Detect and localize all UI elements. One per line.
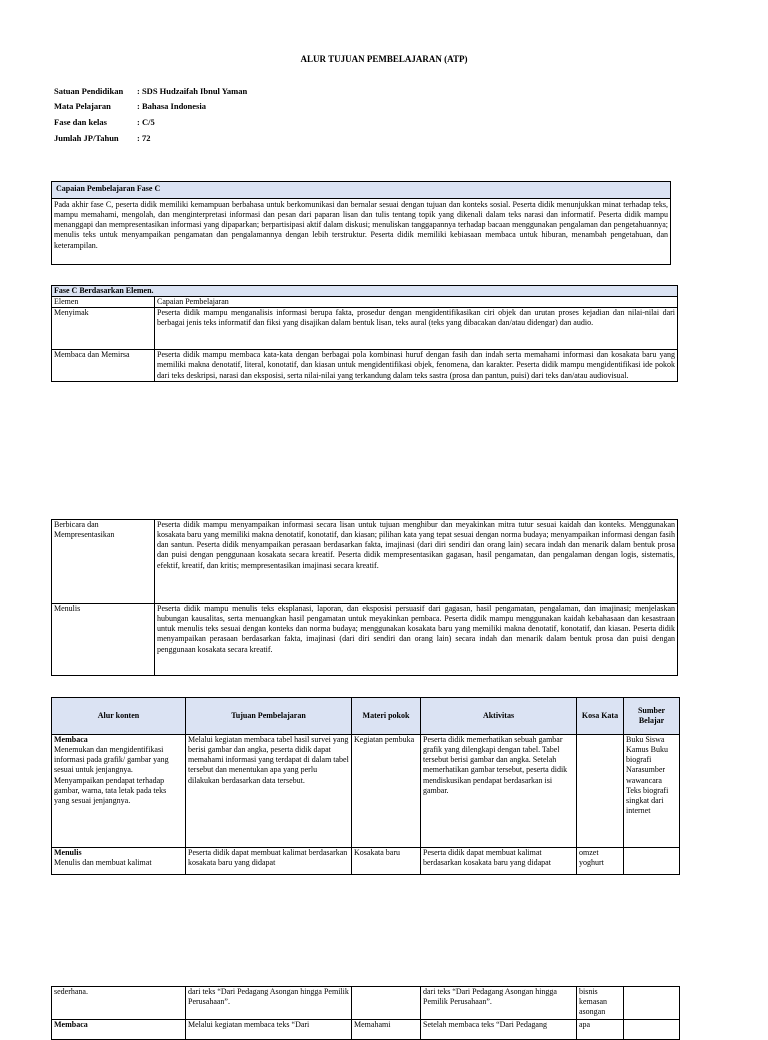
aktivitas-cell: dari teks “Dari Pedagang Asongan hingga Pemilik Perusahaan”.	[421, 987, 577, 1020]
elemen-cell: Berbicara dan Mempresentasikan	[52, 520, 155, 604]
elemen-cell: Membaca dan Memirsa	[52, 350, 155, 381]
header-materi: Materi pokok	[352, 698, 421, 735]
alur-title: Menulis	[54, 848, 82, 857]
elemen-cell: Menyimak	[52, 308, 155, 350]
kosa-cell: bisnis kemasan asongan	[577, 987, 624, 1020]
header-aktivitas: Aktivitas	[421, 698, 577, 735]
sumber-cell	[624, 987, 680, 1020]
tujuan-cell: Melalui kegiatan membaca tabel hasil survei yang berisi gambar dan angka, peserta didik dapat memahami informasi yang terdapat di dalam tabel tersebut dan menentukan apa yang perlu dilakukan berdasarkan data tersebut.	[186, 735, 352, 848]
kosa-cell: omzet yoghurt	[577, 848, 624, 875]
tujuan-cell: dari teks “Dari Pedagang Asongan hingga Pemilik Perusahaan”.	[186, 987, 352, 1020]
info-label: Fase dan kelas	[54, 117, 107, 127]
aktivitas-cell: Peserta didik memerhatikan sebuah gambar grafik yang dilengkapi dengan tabel. Tabel tersebut berisi gambar dan angka. Setelah memerhatikan gambar tersebut, peserta didik mendiskusikan pendapat berdasarkan isi gambar.	[421, 735, 577, 848]
capaian-text: Pada akhir fase C, peserta didik memiliki kemampuan berbahasa untuk berkomunikasi dan bernalar sesuai dengan tujuan dan konteks sosial. Peserta didik menunjukkan minat terhadap teks, mampu memahami, mengolah, dan menginterpretasi informasi dan pesan dari paparan lisan dan tulis tentang topik yang dikenali dalam teks narasi dan informatif. Peserta didik mampu menanggapi dan mempresentasikan informasi yang dipaparkan; berpartisipasi aktif dalam diskusi; menuliskan tanggapannya terhadap bacaan menggunakan pengalaman dan pengetahuannya; menulis teks untuk menyampaikan pengamatan dan pengalamannya dengan lebih terstruktur. Peserta didik memiliki kebiasaan membaca untuk hiburan, menambah pengetahuan, dan keterampilan.	[54, 200, 668, 250]
fase-heading: Fase C Berdasarkan Elemen.	[52, 286, 678, 297]
sumber-cell	[624, 848, 680, 875]
capaian-cell: Peserta didik mampu menganalisis informasi berupa fakta, prosedur dengan mengidentifikasikan ciri objek dan urutan proses kejadian dan nilai-nilai dari berbagai jenis teks informatif dan fiksi yang disajikan dalam bentuk lisan, teks aural (teks yang dibacakan dan/atau didengar) dan audio.	[155, 308, 678, 350]
table-row	[52, 1020, 680, 1040]
table-row	[52, 735, 680, 848]
table-row	[52, 308, 678, 350]
col-elemen: Elemen	[52, 297, 155, 308]
alur-body: Menulis dan membuat kalimat	[54, 858, 152, 868]
header-sumber: Sumber Belajar	[624, 698, 680, 735]
info-value: : 72	[137, 133, 151, 143]
materi-cell: Kegiatan pembuka	[352, 735, 421, 848]
info-value: : C/5	[137, 117, 155, 127]
capaian-cell: Peserta didik mampu membaca kata-kata dengan berbagai pola kombinasi huruf dengan fasih dan indah serta memahami informasi dan kosakata baru yang memiliki makna denotatif, literal, konotatif, dan kiasan untuk mengidentifikasi objek, fenomena, dan karakter. Peserta didik mampu mengidentifikasi ide pokok dari teks deskripsi, narasi dan eksposisi, serta nilai-nilai yang terkandung dalam teks sastra (prosa dan pantun, puisi) dari teks dan/atau audiovisual.	[155, 350, 678, 381]
aktivitas-cell: Peserta didik dapat membuat kalimat berdasarkan kosakata baru yang didapat	[421, 848, 577, 875]
fase-header-row	[52, 297, 678, 308]
capaian-cell: Peserta didik mampu menyampaikan informasi secara lisan untuk tujuan menghibur dan meyakinkan mitra tutur sesuai kaidah dan konteks. Menggunakan kosakata baru yang memiliki makna denotatif, konotatif, dan kiasan; pilihan kata yang tepat sesuai dengan norma budaya; menyampaikan informasi dengan fasih dan santun. Peserta didik menyampaikan perasaan berdasarkan fakta, imajinasi (dari diri sendiri dan orang lain) secara indah dan menarik dalam bentuk prosa dan puisi dengan penggunaan kosakata secara kreatif. Peserta didik mempresentasikan gagasan, hasil pengamatan, dan pengalaman dengan logis, sistematis, efektif, kreatif, dan kritis; mempresentasikan imajinasi secara kreatif.	[155, 520, 678, 604]
atp-header-row	[52, 698, 680, 735]
atp-table-continued	[51, 986, 680, 1040]
capaian-cell: Peserta didik mampu menulis teks eksplanasi, laporan, dan eksposisi persuasif dari gagasan, hasil pengamatan, pengalaman, dan imajinasi; menjelaskan hubungan kausalitas, serta menuangkan hasil pengamatan untuk meyakinkan pembaca. Peserta didik mampu menggunakan kaidah kebahasaan dan kesastraan untuk menulis teks sesuai dengan konteks dan norma budaya; menggunakan kosakata baru yang memiliki makna denotatif, konotatif, dan kiasan. Peserta didik menyampaikan perasaan berdasarkan fakta, imajinasi (dari diri sendiri dan orang lain) secara indah dan menarik dalam bentuk prosa dan puisi dengan penggunaan kosakata secara kreatif.	[155, 604, 678, 676]
table-row	[52, 848, 680, 875]
table-row	[52, 987, 680, 1020]
tujuan-cell: Peserta didik dapat membuat kalimat berdasarkan kosakata baru yang didapat	[186, 848, 352, 875]
info-value: : SDS Hudzaifah Ibnul Yaman	[137, 86, 248, 96]
alur-cell: Membaca	[52, 1020, 186, 1040]
info-row-satuan	[54, 86, 247, 97]
kosa-cell	[577, 735, 624, 848]
materi-cell: Memahami	[352, 1020, 421, 1040]
fase-table-continued	[51, 519, 678, 676]
col-capaian: Capaian Pembelajaran	[155, 297, 678, 308]
info-row-jp	[54, 133, 150, 144]
sumber-cell	[624, 1020, 680, 1040]
elemen-cell: Menulis	[52, 604, 155, 676]
alur-cell	[52, 848, 186, 875]
header-alur-konten: Alur konten	[52, 698, 186, 735]
table-row	[52, 350, 678, 381]
info-label: Satuan Pendidikan	[54, 86, 124, 96]
info-row-mapel	[54, 101, 206, 112]
info-value: : Bahasa Indonesia	[137, 101, 206, 111]
materi-cell: Kosakata baru	[352, 848, 421, 875]
tujuan-cell: Melalui kegiatan membaca teks “Dari	[186, 1020, 352, 1040]
sumber-cell: Buku Siswa Kamus Buku biografi Narasumber wawancara Teks biografi singkat dari internet	[624, 735, 680, 848]
info-label: Jumlah JP/Tahun	[54, 133, 119, 143]
alur-cell	[52, 735, 186, 848]
table-row	[52, 604, 678, 676]
table-row	[52, 520, 678, 604]
alur-title: Membaca	[54, 735, 88, 744]
materi-cell	[352, 987, 421, 1020]
header-kosa-kata: Kosa Kata	[577, 698, 624, 735]
info-label: Mata Pelajaran	[54, 101, 111, 111]
capaian-heading: Capaian Pembelajaran Fase C	[52, 182, 670, 199]
capaian-box	[51, 181, 671, 265]
aktivitas-cell: Setelah membaca teks “Dari Pedagang	[421, 1020, 577, 1040]
alur-body: Menemukan dan mengidentifikasi informasi pada grafik/ gambar yang sesuai untuk jenjangnya. Menyampaikan pendapat terhadap gambar, warna, tata letak pada teks yang sesuai jenjangnya.	[54, 745, 169, 805]
alur-cell: sederhana.	[52, 987, 186, 1020]
header-tujuan: Tujuan Pembelajaran	[186, 698, 352, 735]
kosa-cell: apa	[577, 1020, 624, 1040]
info-row-fase	[54, 117, 155, 128]
atp-table	[51, 697, 680, 875]
fase-table	[51, 285, 678, 382]
document-title: ALUR TUJUAN PEMBELAJARAN (ATP)	[300, 54, 468, 64]
